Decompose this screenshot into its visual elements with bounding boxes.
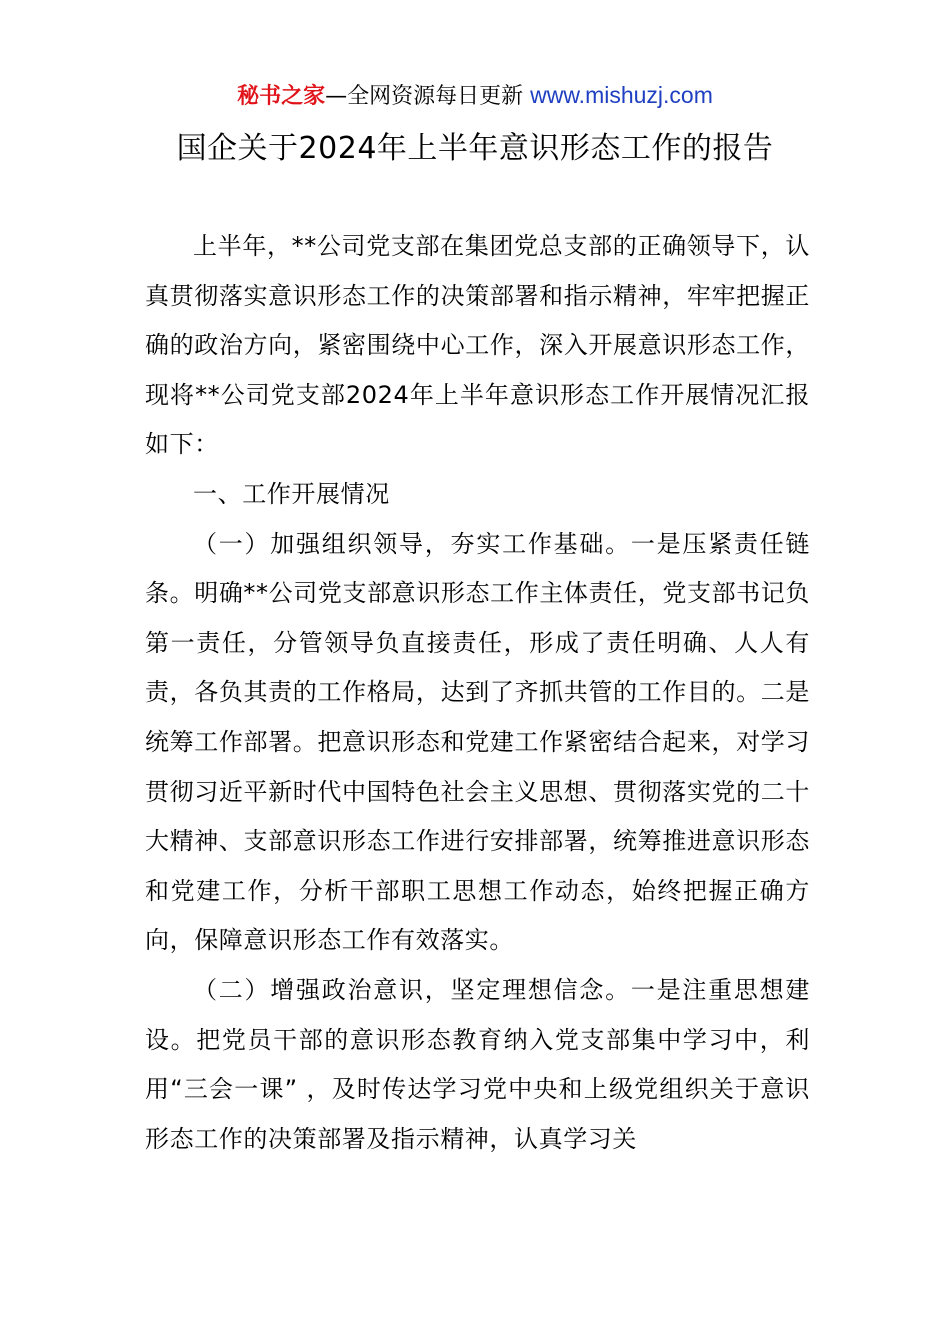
paragraph-intro: 上半年，**公司党支部在集团党总支部的正确领导下，认真贯彻落实意识形态工作的决策部署和指示精神，牢牢把握正确的政治方向，紧密围绕中心工作，深入开展意识形态工作，现将**公司党支部2024年上半年意识形态工作开展情况汇报如下： [145,232,810,459]
document-title: 国企关于2024年上半年意识形态工作的报告 [176,131,774,166]
brand-name: 秘书之家 [237,84,326,109]
site-header [0,78,950,114]
paragraph-section-2: （二）增强政治意识，坚定理想信念。一是注重思想建设。把党员干部的意识形态教育纳入党支部集中学习中，利用“三会一课” ，及时传达学习党中央和上级党组织关于意识形态工作的决策部署及指示精神，认真学习关 [145,975,810,1153]
document-body [145,222,810,1164]
site-url: www.mishuzj.com [530,82,713,108]
header-slogan: —全网资源每日更新 [325,84,531,109]
section-heading: 一、工作开展情况 [193,479,390,508]
paragraph-section-1: （一）加强组织领导，夯实工作基础。一是压紧责任链条。明确**公司党支部意识形态工作主体责任，党支部书记负第一责任，分管领导负直接责任，形成了责任明确、人人有责，各负其责的工作格局，达到了齐抓共管的工作目的。二是统筹工作部署。把意识形态和党建工作紧密结合起来，对学习贯彻习近平新时代中国特色社会主义思想、贯彻落实党的二十大精神、支部意识形态工作进行安排部署，统筹推进意识形态和党建工作，分析干部职工思想工作动态，始终把握正确方向，保障意识形态工作有效落实。 [145,529,810,955]
